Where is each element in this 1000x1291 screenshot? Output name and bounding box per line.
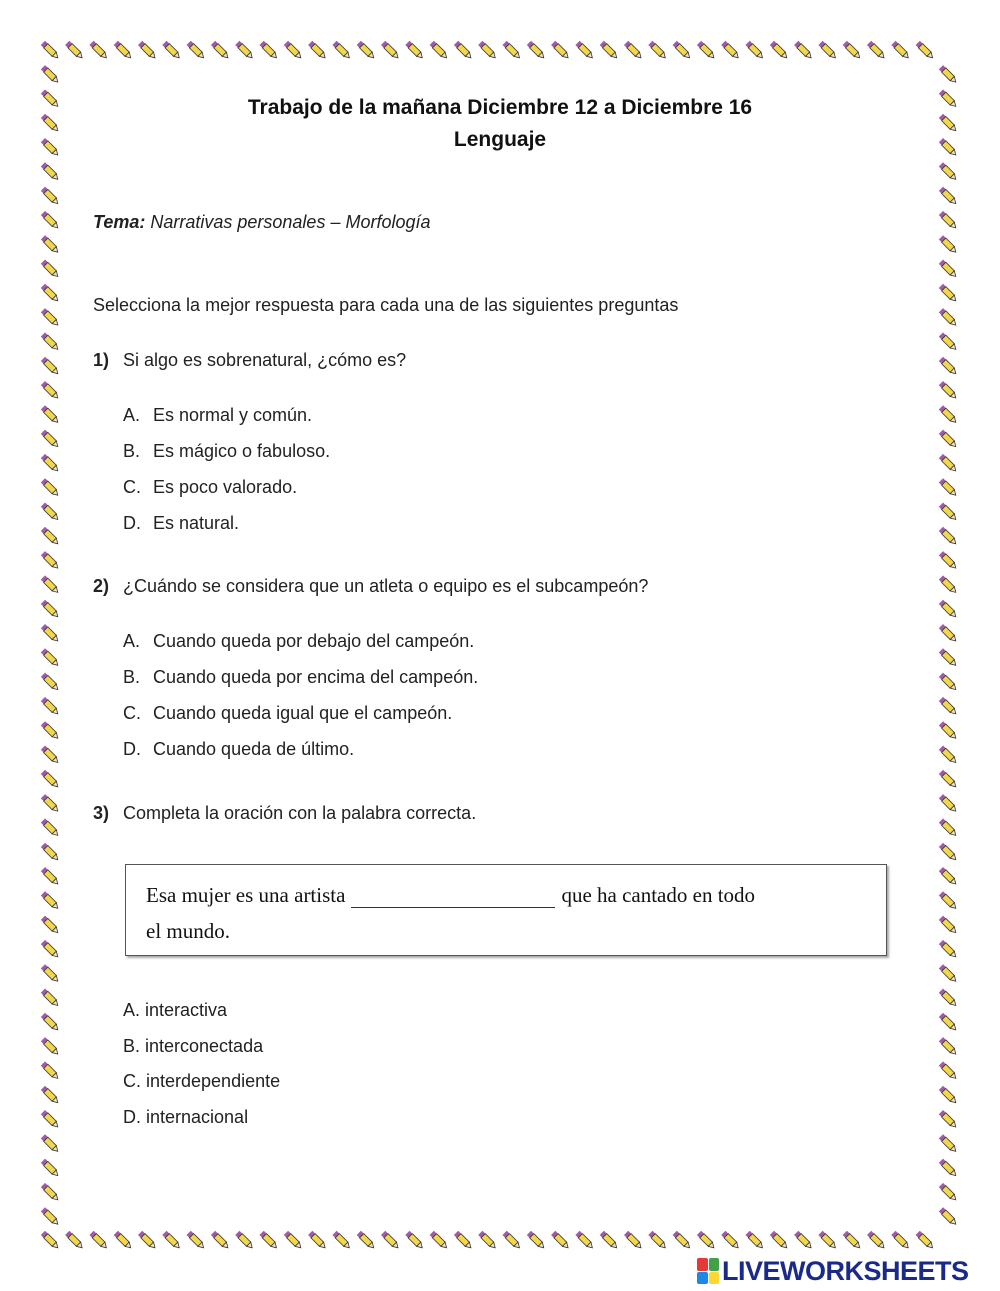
- question-2-option-d[interactable]: [123, 739, 354, 760]
- pencil-icon: [41, 284, 60, 303]
- pencil-icon: [939, 478, 958, 497]
- pencil-icon: [235, 41, 254, 60]
- pencil-icon: [939, 843, 958, 862]
- sentence-line-2: el mundo.: [146, 919, 230, 943]
- pencil-icon: [41, 600, 60, 619]
- pencil-icon: [939, 648, 958, 667]
- pencil-icon: [284, 1231, 303, 1250]
- pencil-icon: [41, 162, 60, 181]
- pencil-icon: [939, 503, 958, 522]
- pencil-icon: [260, 41, 279, 60]
- pencil-icon: [41, 332, 60, 351]
- question-3-option-c[interactable]: C. interdependiente: [123, 1071, 281, 1091]
- pencil-icon: [527, 1231, 546, 1250]
- pencil-icon: [381, 1231, 400, 1250]
- pencil-icon: [939, 1183, 958, 1202]
- option-text: Cuando queda de último.: [153, 739, 355, 759]
- pencil-icon: [41, 818, 60, 837]
- question-text: ¿Cuándo se considera que un atleta o equipo es el subcampeón?: [123, 576, 649, 596]
- pencil-icon: [41, 381, 60, 400]
- pencil-icon: [843, 1231, 862, 1250]
- pencil-icon: [939, 916, 958, 935]
- pencil-icon: [939, 1013, 958, 1032]
- pencil-icon: [41, 308, 60, 327]
- pencil-icon: [41, 891, 60, 910]
- pencil-icon: [65, 1231, 84, 1250]
- pencil-icon: [939, 381, 958, 400]
- pencil-icon: [770, 1231, 789, 1250]
- pencil-icon: [430, 41, 449, 60]
- topic-value: Narrativas personales – Morfología: [145, 212, 431, 232]
- pencil-icon: [939, 940, 958, 959]
- pencil-icon: [939, 721, 958, 740]
- pencil-icon: [624, 1231, 643, 1250]
- pencil-icon: [41, 260, 60, 279]
- pencil-icon: [673, 41, 692, 60]
- pencil-icon: [41, 916, 60, 935]
- option-letter: A.: [123, 631, 141, 651]
- pencil-icon: [939, 770, 958, 789]
- pencil-icon: [41, 624, 60, 643]
- topic: [93, 212, 431, 233]
- pencil-icon: [648, 1231, 667, 1250]
- pencil-icon: [162, 1231, 181, 1250]
- pencil-icon: [478, 1231, 497, 1250]
- pencil-icon: [939, 162, 958, 181]
- pencil-icon: [357, 1231, 376, 1250]
- pencil-icon: [746, 41, 765, 60]
- pencil-icon: [551, 1231, 570, 1250]
- pencil-icon: [939, 187, 958, 206]
- option-letter: A.: [123, 405, 141, 425]
- liveworksheets-logo-icon: [697, 1258, 719, 1284]
- pencil-icon: [41, 1061, 60, 1080]
- pencil-icon: [138, 1231, 157, 1250]
- pencil-icon: [211, 1231, 230, 1250]
- pencil-icon: [673, 1231, 692, 1250]
- pencil-icon: [939, 673, 958, 692]
- pencil-icon: [430, 1231, 449, 1250]
- pencil-icon: [794, 1231, 813, 1250]
- pencil-icon: [939, 891, 958, 910]
- pencil-icon: [41, 65, 60, 84]
- pencil-icon: [41, 770, 60, 789]
- pencil-icon: [939, 260, 958, 279]
- pencil-icon: [939, 65, 958, 84]
- pencil-icon: [260, 1231, 279, 1250]
- question-2-option-b[interactable]: [123, 667, 478, 688]
- pencil-icon: [41, 1207, 60, 1226]
- pencil-icon: [41, 964, 60, 983]
- pencil-icon: [41, 1037, 60, 1056]
- pencil-icon: [41, 551, 60, 570]
- pencil-icon: [721, 1231, 740, 1250]
- pencil-icon: [939, 454, 958, 473]
- question-2: [93, 576, 648, 597]
- pencil-icon: [867, 41, 886, 60]
- pencil-icon: [939, 746, 958, 765]
- pencil-icon: [939, 1134, 958, 1153]
- pencil-icon: [41, 1134, 60, 1153]
- pencil-icon: [41, 721, 60, 740]
- pencil-icon: [89, 41, 108, 60]
- pencil-icon: [891, 1231, 910, 1250]
- pencil-icon: [697, 41, 716, 60]
- sentence-before: Esa mujer es una artista: [146, 883, 346, 907]
- pencil-icon: [624, 41, 643, 60]
- pencil-icon: [405, 41, 424, 60]
- pencil-icon: [551, 41, 570, 60]
- pencil-icon: [939, 1207, 958, 1226]
- pencil-icon: [357, 41, 376, 60]
- pencil-icon: [939, 284, 958, 303]
- pencil-icon: [41, 648, 60, 667]
- question-1-option-c[interactable]: [123, 477, 297, 498]
- option-letter: B.: [123, 441, 141, 461]
- pencil-icon: [843, 41, 862, 60]
- pencil-icon: [41, 527, 60, 546]
- sentence-after: que ha cantado en todo: [561, 883, 756, 907]
- pencil-icon: [41, 503, 60, 522]
- pencil-icon: [308, 1231, 327, 1250]
- pencil-icon: [454, 41, 473, 60]
- question-3-option-b[interactable]: B. interconectada: [123, 1036, 264, 1056]
- option-letter: C.: [123, 477, 141, 497]
- pencil-icon: [89, 1231, 108, 1250]
- pencil-icon: [41, 843, 60, 862]
- option-text: Cuando queda por debajo del campeón.: [153, 631, 475, 651]
- liveworksheets-logo: [697, 1256, 969, 1286]
- pencil-icon: [867, 1231, 886, 1250]
- pencil-icon: [478, 41, 497, 60]
- pencil-icon: [818, 41, 837, 60]
- pencil-icon: [41, 41, 60, 60]
- pencil-icon: [939, 989, 958, 1008]
- instructions: Selecciona la mejor respuesta para cada una de las siguientes preguntas: [93, 295, 679, 315]
- pencil-icon: [794, 41, 813, 60]
- question-3-option-d[interactable]: D. internacional: [123, 1107, 249, 1127]
- pencil-icon: [41, 940, 60, 959]
- pencil-icon: [939, 697, 958, 716]
- topic-label: Tema:: [93, 212, 146, 232]
- pencil-icon: [939, 1159, 958, 1178]
- pencil-icon: [41, 1183, 60, 1202]
- pencil-icon: [41, 187, 60, 206]
- pencil-icon: [939, 308, 958, 327]
- option-letter: D.: [123, 739, 141, 759]
- pencil-icon: [939, 1110, 958, 1129]
- question-2-option-c[interactable]: [123, 703, 452, 724]
- pencil-icon: [600, 1231, 619, 1250]
- pencil-icon: [41, 454, 60, 473]
- pencil-icon: [332, 1231, 351, 1250]
- pencil-icon: [939, 1037, 958, 1056]
- pencil-icon: [503, 1231, 522, 1250]
- pencil-icon: [41, 867, 60, 886]
- pencil-icon: [939, 867, 958, 886]
- pencil-icon: [648, 41, 667, 60]
- pencil-icon: [308, 41, 327, 60]
- pencil-icon: [41, 746, 60, 765]
- pencil-icon: [138, 41, 157, 60]
- pencil-icon: [939, 1061, 958, 1080]
- pencil-icon: [41, 989, 60, 1008]
- pencil-icon: [939, 1086, 958, 1105]
- pencil-icon: [41, 478, 60, 497]
- pencil-icon: [939, 818, 958, 837]
- pencil-icon: [162, 41, 181, 60]
- option-letter: C.: [123, 703, 141, 723]
- pencil-icon: [939, 794, 958, 813]
- pencil-icon: [41, 357, 60, 376]
- pencil-icon: [454, 1231, 473, 1250]
- pencil-icon: [41, 673, 60, 692]
- option-text: Cuando queda por encima del campeón.: [153, 667, 479, 687]
- sentence-line-1: [146, 883, 755, 908]
- pencil-icon: [939, 357, 958, 376]
- pencil-icon: [939, 600, 958, 619]
- pencil-icon: [405, 1231, 424, 1250]
- question-number: 2): [93, 576, 110, 596]
- pencil-icon: [939, 430, 958, 449]
- pencil-icon: [939, 575, 958, 594]
- pencil-icon: [746, 1231, 765, 1250]
- pencil-icon: [41, 794, 60, 813]
- pencil-icon: [939, 405, 958, 424]
- pencil-icon: [332, 41, 351, 60]
- pencil-icon: [41, 211, 60, 230]
- pencil-icon: [41, 1013, 60, 1032]
- pencil-icon: [916, 41, 935, 60]
- pencil-icon: [891, 41, 910, 60]
- question-2-option-a[interactable]: [123, 631, 474, 652]
- pencil-icon: [916, 1231, 935, 1250]
- question-3-option-a[interactable]: A. interactiva: [123, 1000, 228, 1020]
- pencil-icon: [41, 697, 60, 716]
- pencil-icon: [939, 211, 958, 230]
- pencil-icon: [527, 41, 546, 60]
- pencil-icon: [41, 235, 60, 254]
- pencil-icon: [381, 41, 400, 60]
- option-text: Es mágico o fabuloso.: [153, 441, 331, 461]
- option-letter: D.: [123, 513, 141, 533]
- pencil-icon: [114, 41, 133, 60]
- pencil-icon: [503, 41, 522, 60]
- pencil-icon: [697, 1231, 716, 1250]
- question-3: [93, 803, 476, 824]
- pencil-icon: [939, 235, 958, 254]
- pencil-icon: [770, 41, 789, 60]
- question-1-option-a[interactable]: [123, 405, 312, 426]
- pencil-icon: [41, 1110, 60, 1129]
- pencil-icon: [211, 41, 230, 60]
- pencil-icon: [41, 575, 60, 594]
- page-title: Trabajo de la mañana Diciembre 12 a Diciembre 16: [247, 96, 753, 119]
- pencil-icon: [600, 41, 619, 60]
- pencil-icon: [939, 964, 958, 983]
- pencil-icon: [818, 1231, 837, 1250]
- option-text: Es natural.: [153, 513, 240, 533]
- option-text: Cuando queda igual que el campeón.: [153, 703, 453, 723]
- pencil-icon: [187, 41, 206, 60]
- pencil-icon: [41, 1086, 60, 1105]
- pencil-icon: [114, 1231, 133, 1250]
- option-text: Es normal y común.: [153, 405, 313, 425]
- pencil-icon: [41, 405, 60, 424]
- question-number: 1): [93, 350, 110, 370]
- pencil-icon: [721, 41, 740, 60]
- brand-name: LIVEWORKSHEETS: [722, 1255, 969, 1286]
- pencil-icon: [939, 624, 958, 643]
- pencil-icon: [575, 1231, 594, 1250]
- pencil-icon: [41, 430, 60, 449]
- page-subtitle: Lenguaje: [453, 128, 547, 151]
- pencil-icon: [575, 41, 594, 60]
- option-text: Es poco valorado.: [153, 477, 298, 497]
- pencil-icon: [41, 1159, 60, 1178]
- pencil-icon: [939, 332, 958, 351]
- pencil-icon: [235, 1231, 254, 1250]
- question-text: Si algo es sobrenatural, ¿cómo es?: [123, 350, 407, 370]
- pencil-icon: [65, 41, 84, 60]
- question-1-option-b[interactable]: [123, 441, 330, 462]
- pencil-icon: [187, 1231, 206, 1250]
- question-1-option-d[interactable]: [123, 513, 239, 534]
- question-text: Completa la oración con la palabra correcta.: [123, 803, 477, 823]
- question-number: 3): [93, 803, 110, 823]
- option-letter: B.: [123, 667, 141, 687]
- pencil-icon: [41, 1231, 60, 1250]
- pencil-icon: [939, 551, 958, 570]
- sentence-box: [125, 864, 887, 956]
- question-1: [93, 350, 406, 371]
- pencil-icon: [284, 41, 303, 60]
- pencil-icon: [939, 527, 958, 546]
- answer-blank[interactable]: [351, 887, 555, 908]
